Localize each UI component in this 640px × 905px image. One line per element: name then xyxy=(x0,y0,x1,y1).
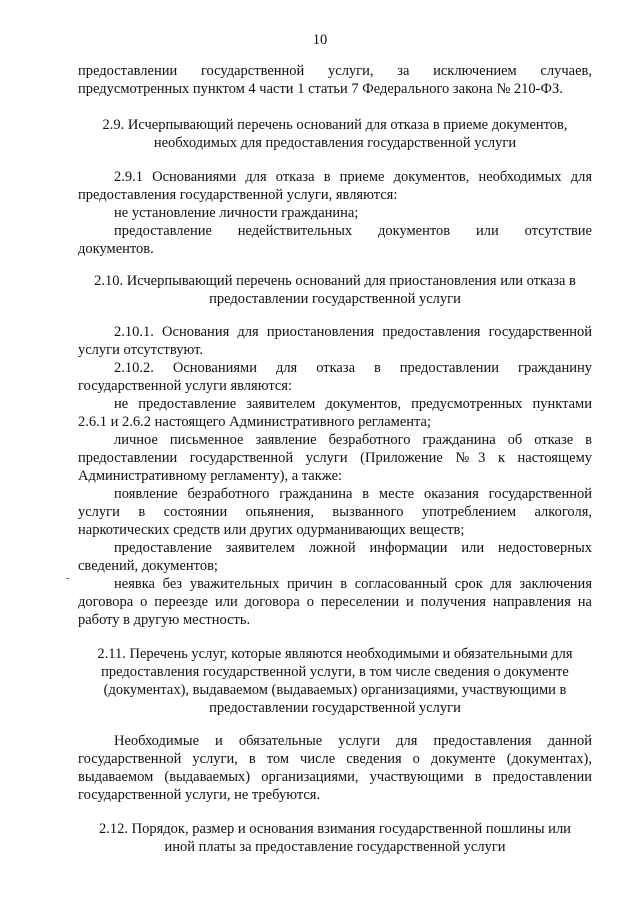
text-line: государственной услуги являются: xyxy=(78,378,292,394)
text-line: 2.10.2. Основаниями для отказа в предоставлении гражданину xyxy=(114,360,592,376)
text-line: 2.10.1. Основания для приостановления предоставления государственной xyxy=(114,324,592,340)
text-line: документов. xyxy=(78,241,154,257)
section-heading: 2.12. Порядок, размер и основания взимания государственной пошлины или xyxy=(99,821,571,837)
text-line: предоставлении государственной услуги (Приложение №3 к настоящему xyxy=(78,450,592,466)
text-line: 2.6.1 и 2.6.2 настоящего Административного регламента; xyxy=(78,414,432,430)
text-line: личное письменное заявление безработного гражданина об отказе в xyxy=(114,432,592,448)
section-heading: предоставления государственной услуги, в том числе сведения о документе xyxy=(101,664,569,680)
text-line: сведений, документов; xyxy=(78,558,218,574)
text-line: предусмотренных пунктом 4 части 1 статьи 7 Федерального закона № 210-ФЗ. xyxy=(78,81,563,97)
text-line: предоставлении государственной услуги, за исключением случаев, xyxy=(78,63,592,79)
section-heading: предоставлении государственной услуги xyxy=(209,291,461,307)
section-heading: 2.9. Исчерпывающий перечень оснований для отказа в приеме документов, xyxy=(102,117,568,133)
text-line: предоставления государственной услуги, являются: xyxy=(78,187,398,203)
text-line: услуги в состоянии опьянения, вызванного употреблением алкоголя, xyxy=(78,504,592,520)
section-heading: (документах), выдаваемом (выдаваемых) организациями, участвующими в xyxy=(103,682,567,698)
text-line: наркотических средств или других одурманивающих веществ; xyxy=(78,522,465,538)
text-line: не установление личности гражданина; xyxy=(114,205,359,221)
text-line: услуги отсутствуют. xyxy=(78,342,203,358)
section-heading: предоставлении государственной услуги xyxy=(209,700,461,716)
scan-mark xyxy=(66,578,69,579)
section-heading: 2.10. Исчерпывающий перечень оснований для приостановления или отказа в xyxy=(94,273,576,289)
text-line: работу в другую местность. xyxy=(78,612,251,628)
text-line: 2.9.1 Основаниями для отказа в приеме документов, необходимых для xyxy=(114,169,592,185)
text-line: не предоставление заявителем документов, предусмотренных пунктами xyxy=(114,396,592,412)
text-line: государственной услуги, в том числе сведения о документе (документах), xyxy=(78,751,592,767)
text-line: предоставление недействительных документов или отсутствие xyxy=(114,223,592,239)
text-line: выдаваемом (выдаваемых) организациями, участвующими в предоставлении xyxy=(78,769,592,785)
page-number: 10 xyxy=(312,32,328,48)
text-line: Административному регламенту), а также: xyxy=(78,468,343,484)
text-line: договора о переезде или договора о переселении и получения направления на xyxy=(78,594,592,610)
text-line: появление безработного гражданина в месте оказания государственной xyxy=(114,486,592,502)
section-heading: 2.11. Перечень услуг, которые являются необходимыми и обязательными для xyxy=(97,646,573,662)
section-heading: необходимых для предоставления государственной услуги xyxy=(153,135,517,151)
text-line: предоставление заявителем ложной информации или недостоверных xyxy=(114,540,592,556)
text-line: Необходимые и обязательные услуги для предоставления данной xyxy=(114,733,592,749)
text-line: государственной услуги, не требуются. xyxy=(78,787,321,803)
text-line: неявка без уважительных причин в согласованный срок для заключения xyxy=(114,576,592,592)
section-heading: иной платы за предоставление государственной услуги xyxy=(164,839,506,855)
